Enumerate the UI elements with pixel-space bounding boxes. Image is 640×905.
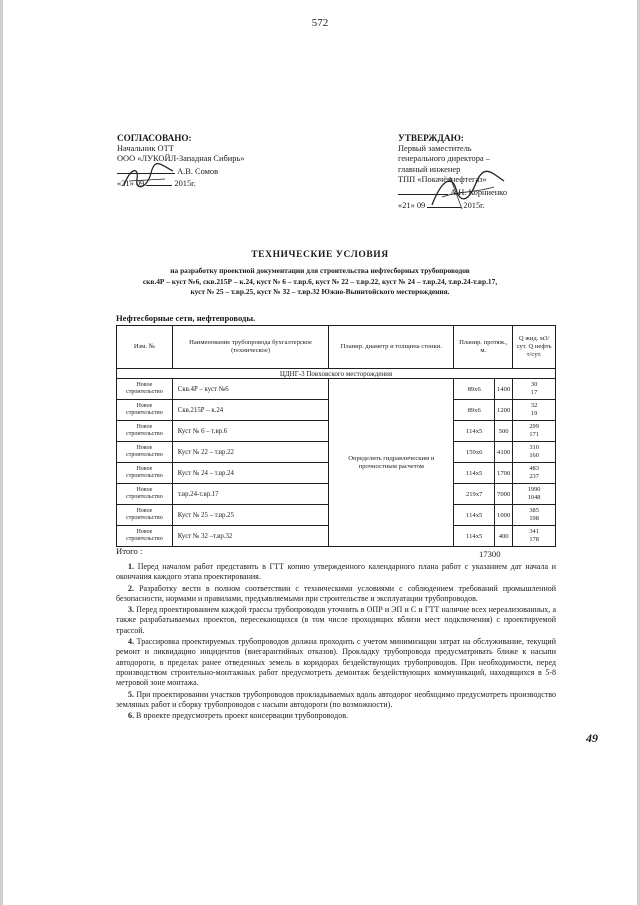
approval-signer: А.В. Сомов <box>177 166 219 176</box>
length-cell: 400 <box>495 526 513 547</box>
title-line: на разработку проектной документации для строительства нефтесборных трубопроводов <box>170 266 470 275</box>
flow-oil: 17 <box>530 389 538 396</box>
condition-item <box>116 605 556 636</box>
pipe-size-cell: 219х7 <box>454 484 495 505</box>
pipe-size-cell: 89х6 <box>454 379 495 400</box>
header-flow: Q жид. м3/сут. Q нефть т/сут. <box>513 326 556 369</box>
flow-liquid: 32 <box>530 402 538 410</box>
length-cell: 1400 <box>495 379 513 400</box>
approval-date-day: 21 <box>121 179 130 189</box>
length-cell: 500 <box>495 421 513 442</box>
header-diameter: Планир. диаметр и толщина стенки. <box>329 326 454 369</box>
approval-position: Начальник ОТТ <box>117 143 174 153</box>
condition-item <box>116 711 556 721</box>
approval-line: главный инженер <box>398 164 461 174</box>
type-cell: Новое строительство <box>117 526 173 547</box>
pipeline-table <box>116 325 556 547</box>
total-value: 17300 <box>479 549 501 559</box>
pipeline-name-cell: Куст № 6 – т.вр.6 <box>172 421 329 442</box>
length-cell: 1000 <box>495 505 513 526</box>
approval-signer: А.Н. Корниенко <box>450 187 508 197</box>
flow-oil: 1048 <box>527 494 541 501</box>
pipe-size-cell: 89х6 <box>454 400 495 421</box>
approval-date-row: «21» 09 2015г. <box>117 179 196 189</box>
handwritten-page-mark: 49 <box>586 731 598 745</box>
flow-cell <box>513 463 556 484</box>
scan-edge-left <box>0 0 3 905</box>
condition-item <box>116 690 556 711</box>
signature-line <box>398 186 448 195</box>
title-line: куст № 25 – т.вр.25, куст № 32 – т.вр.32 Южно-Выинтойского месторождения. <box>190 287 450 296</box>
title-subtitle <box>100 266 540 298</box>
type-cell: Новое строительство <box>117 484 173 505</box>
pipeline-name-cell: Скв.4Р – куст №6 <box>172 379 329 400</box>
conditions-list <box>116 562 556 722</box>
total-row <box>116 546 556 558</box>
approval-date-year: 2015г. <box>463 200 485 210</box>
approval-signature-row <box>398 186 548 199</box>
pipe-size-cell: 114х5 <box>454 463 495 484</box>
flow-cell <box>513 379 556 400</box>
flow-oil: 171 <box>529 431 539 438</box>
type-cell: Новое строительство <box>117 442 173 463</box>
approval-date-month: 09 <box>135 179 145 189</box>
approval-block-approved <box>398 133 548 211</box>
flow-cell <box>513 484 556 505</box>
header-type: Изм. № <box>117 326 173 369</box>
condition-text: Перед началом работ представить в ГТТ копию утвержденного календарного плана работ с указанием дат начала и окончания каждого этапа проектирования. <box>116 562 557 582</box>
title-main: ТЕХНИЧЕСКИЕ УСЛОВИЯ <box>251 250 389 260</box>
flow-liquid: 385 <box>529 507 539 515</box>
flow-liquid: 310 <box>529 444 539 452</box>
approval-line: Первый заместитель <box>398 143 472 153</box>
pipe-size-cell: 159х6 <box>454 442 495 463</box>
type-cell: Новое строительство <box>117 505 173 526</box>
approval-heading-approved: УТВЕРЖДАЮ: <box>398 133 464 143</box>
approval-line: генерального директора – <box>398 154 490 164</box>
flow-oil: 178 <box>529 536 539 543</box>
flow-cell <box>513 505 556 526</box>
approval-date-year: 2015г. <box>174 179 196 189</box>
field-row <box>117 369 556 379</box>
condition-text: Разработку вести в полном соответствии с техническими условиями с соблюдением требований промышленной безопасности, нормами и правилами, предъявляемыми при строительстве и эксплуатации трубопроводов. <box>116 583 556 603</box>
type-cell: Новое строительство <box>117 400 173 421</box>
header-name: Наименование трубопровода бухгалтерское (техническое) <box>172 326 329 369</box>
pipeline-name-cell: Куст № 25 – т.вр.25 <box>172 505 329 526</box>
pipeline-name-cell: Скв.215Р – к.24 <box>172 400 329 421</box>
flow-cell <box>513 421 556 442</box>
pipeline-name-cell: Куст № 24 – т.вр.24 <box>172 463 329 484</box>
condition-number: 3. <box>128 605 134 615</box>
type-cell: Новое строительство <box>117 379 173 400</box>
flow-oil: 198 <box>529 515 539 522</box>
date-line <box>146 177 172 186</box>
field-name: ЦДНГ-3 Повховского месторождения <box>117 369 556 379</box>
flow-liquid: 341 <box>529 528 539 536</box>
flow-liquid: 483 <box>529 465 539 473</box>
network-label: Нефтесборные сети, нефтепроводы. <box>116 313 256 323</box>
date-line <box>427 199 461 208</box>
condition-number: 5. <box>128 689 134 699</box>
header-length: Планир. протяж., м. <box>454 326 513 369</box>
pipe-size-cell: 114х5 <box>454 526 495 547</box>
flow-cell <box>513 400 556 421</box>
signature-line <box>117 165 175 174</box>
flow-liquid: 1990 <box>527 486 541 494</box>
pipe-size-cell: 114х5 <box>454 421 495 442</box>
condition-text: В проекте предусмотреть проект консервации трубопроводов. <box>136 711 348 721</box>
flow-oil: 19 <box>530 410 538 417</box>
condition-number: 6. <box>128 711 134 721</box>
condition-item <box>116 584 556 605</box>
table-header-row <box>117 326 556 369</box>
table-row <box>117 379 556 400</box>
condition-number: 1. <box>128 562 134 571</box>
condition-item <box>116 562 556 583</box>
total-label: Итого : <box>116 546 143 556</box>
document-title <box>100 250 540 298</box>
approval-block-agreed <box>117 133 307 190</box>
length-cell: 7000 <box>495 484 513 505</box>
condition-text: Перед проектированием каждой трассы трубопроводов уточнить в ОПР и ЭП и С и ГТТ наличие всех нереализованных, а также разрабатываемых проектов, пересекающихся (в том числе проходящих вблизи мест подключения) с проектируемой трассой. <box>116 605 556 635</box>
condition-item <box>116 637 556 688</box>
pipeline-name-cell: Куст № 22 – т.вр.22 <box>172 442 329 463</box>
approval-company: ООО «ЛУКОЙЛ-Западная Сибирь» <box>117 154 245 164</box>
diameter-note-cell: Определить гидравлическим и прочностным расчетом <box>329 379 454 547</box>
approval-company: ТПП «Покачёвнефтегаз» <box>398 175 487 185</box>
approval-date-month: 09 <box>416 200 426 210</box>
pipe-size-cell: 114х5 <box>454 505 495 526</box>
approval-heading-agreed: СОГЛАСОВАНО: <box>117 133 192 143</box>
pipeline-name-cell: Куст № 32 –т.вр.32 <box>172 526 329 547</box>
approval-date-day: 21 <box>402 200 411 210</box>
page-number: 572 <box>311 17 329 29</box>
length-cell: 4100 <box>495 442 513 463</box>
flow-cell <box>513 442 556 463</box>
type-cell: Новое строительство <box>117 421 173 442</box>
flow-oil: 237 <box>529 473 539 480</box>
condition-text: Трассировка проектируемых трубопроводов должна проходить с учетом минимизации затрат на обслуживание, текущий ремонт и ликвидацию инцидентов (внегарантийных отказов). Прокладку трубопровода предусматривать ближе к насыпи автодороги, в пределах ранее отведенных земель в коридорах бездействующих трубопроводов. При необходимости, перед производством строительно-монтажных работ предусмотреть демонтаж бездействующих коммуникаций, находящихся в 5-8 метровой зоне монтажа. <box>116 637 556 688</box>
length-cell: 1700 <box>495 463 513 484</box>
flow-oil: 160 <box>529 452 539 459</box>
length-cell: 1200 <box>495 400 513 421</box>
flow-liquid: 30 <box>530 381 538 389</box>
flow-liquid: 299 <box>529 423 539 431</box>
flow-cell <box>513 526 556 547</box>
approval-signature-row <box>117 165 307 178</box>
condition-number: 4. <box>128 637 134 647</box>
pipeline-name-cell: т.вр.24-т.вр.17 <box>172 484 329 505</box>
title-line: скв.4Р – куст №6, скв.215Р – к.24, куст № 6 – т.вр.6, куст № 22 – т.вр.22, куст № 24 – т.вр.24, т.вр.24-т.вр.17, <box>142 276 498 286</box>
approval-date-row: «21» 09 2015г. <box>398 200 485 210</box>
condition-number: 2. <box>128 583 134 593</box>
condition-text: При проектировании участков трубопроводов прокладываемых вдоль автодорог необходимо предусмотреть производство земляных работ и сборку трубопроводов с насыпи автодороги (по возможности). <box>116 689 556 709</box>
type-cell: Новое строительство <box>117 463 173 484</box>
